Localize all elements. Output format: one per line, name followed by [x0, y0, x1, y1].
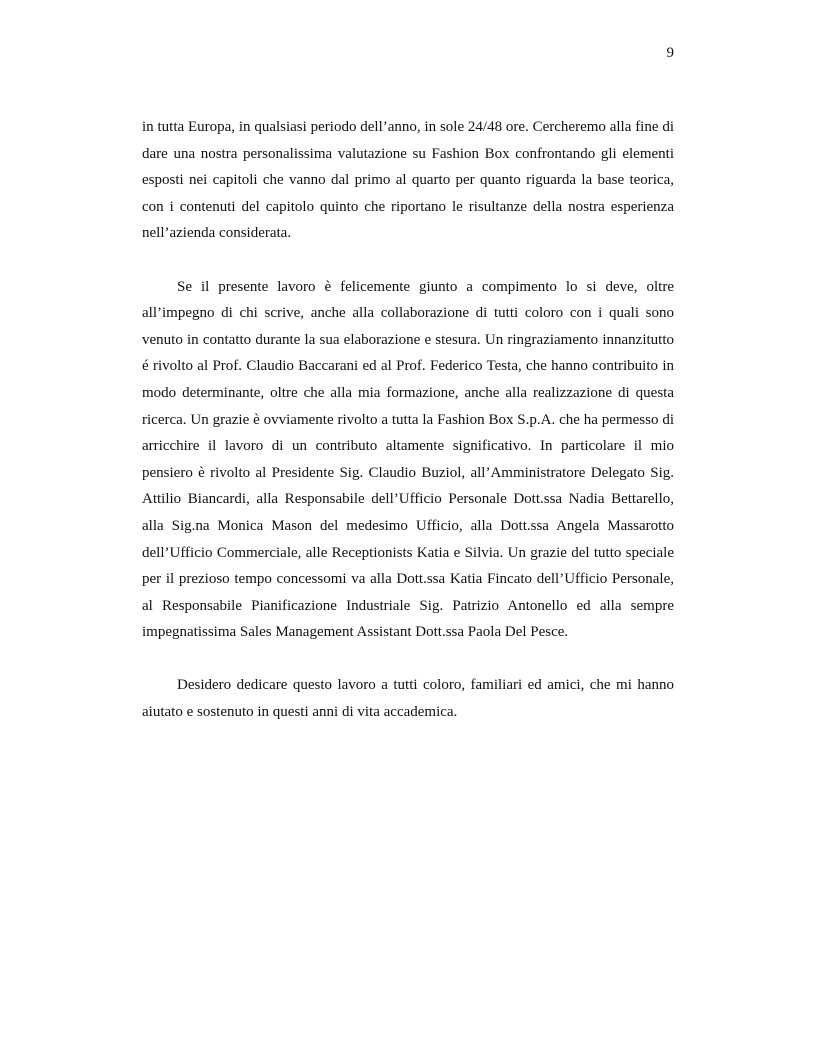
text-line: pensiero è rivolto al Presidente Sig. Claudio Buziol, all’Amministratore Delegato Sig. [142, 464, 674, 481]
text-line: é rivolto al Prof. Claudio Baccarani ed al Prof. Federico Testa, che hanno contribuito in [142, 358, 674, 375]
text-line: impegnatissima Sales Management Assistant Dott.ssa Paola Del Pesce. [142, 624, 569, 641]
text-line: in tutta Europa, in qualsiasi periodo dell’anno, in sole 24/48 ore. Cercheremo alla fine di [142, 119, 674, 135]
text-line: dare una nostra personalissima valutazione su Fashion Box confrontando gli elementi [142, 145, 674, 162]
text-line: Se il presente lavoro è felicemente giunto a compimento lo si deve, oltre [177, 278, 674, 295]
paragraph-dedication [142, 672, 674, 725]
document-body [142, 114, 674, 726]
text-line: all’impegno di chi scrive, anche alla collaborazione di tutti coloro con i quali sono [142, 305, 674, 322]
text-line: dell’Ufficio Commerciale, alle Receptionists Katia e Silvia. Un grazie del tutto speciale [142, 544, 674, 561]
text-line: esposti nei capitoli che vanno dal primo al quarto per quanto riguarda la base teorica, [142, 172, 674, 189]
paragraph-acknowledgements [142, 274, 674, 646]
text-line: con i contenuti del capitolo quinto che riportano le risultanze della nostra esperienza [142, 198, 674, 215]
text-line: Desidero dedicare questo lavoro a tutti coloro, familiari ed amici, che mi hanno [177, 677, 674, 694]
text-line: nell’azienda considerata. [142, 225, 292, 242]
paragraph-spacer [142, 646, 674, 673]
text-line: al Responsabile Pianificazione Industriale Sig. Patrizio Antonello ed alla sempre [142, 597, 674, 614]
paragraph-spacer [142, 247, 674, 274]
text-line: arricchire il lavoro di un contributo altamente significativo. In particolare il mio [142, 438, 674, 455]
text-line: per il prezioso tempo concessomi va alla Dott.ssa Katia Fincato dell’Ufficio Personale, [142, 571, 674, 588]
text-line: alla Sig.na Monica Mason del medesimo Ufficio, alla Dott.ssa Angela Massarotto [142, 517, 674, 534]
page-number: 9 [666, 45, 674, 61]
paragraph-conclusion [142, 114, 674, 247]
text-line: venuto in contatto durante la sua elaborazione e stesura. Un ringraziamento innanzitutto [142, 331, 674, 348]
text-line: Attilio Biancardi, alla Responsabile dell’Ufficio Personale Dott.ssa Nadia Bettarello, [142, 491, 674, 508]
text-line: ricerca. Un grazie è ovviamente rivolto a tutta la Fashion Box S.p.A. che ha permesso di [142, 411, 674, 428]
text-line: aiutato e sostenuto in questi anni di vita accademica. [142, 704, 458, 721]
text-line: modo determinante, oltre che alla mia formazione, anche alla realizzazione di questa [142, 384, 674, 401]
